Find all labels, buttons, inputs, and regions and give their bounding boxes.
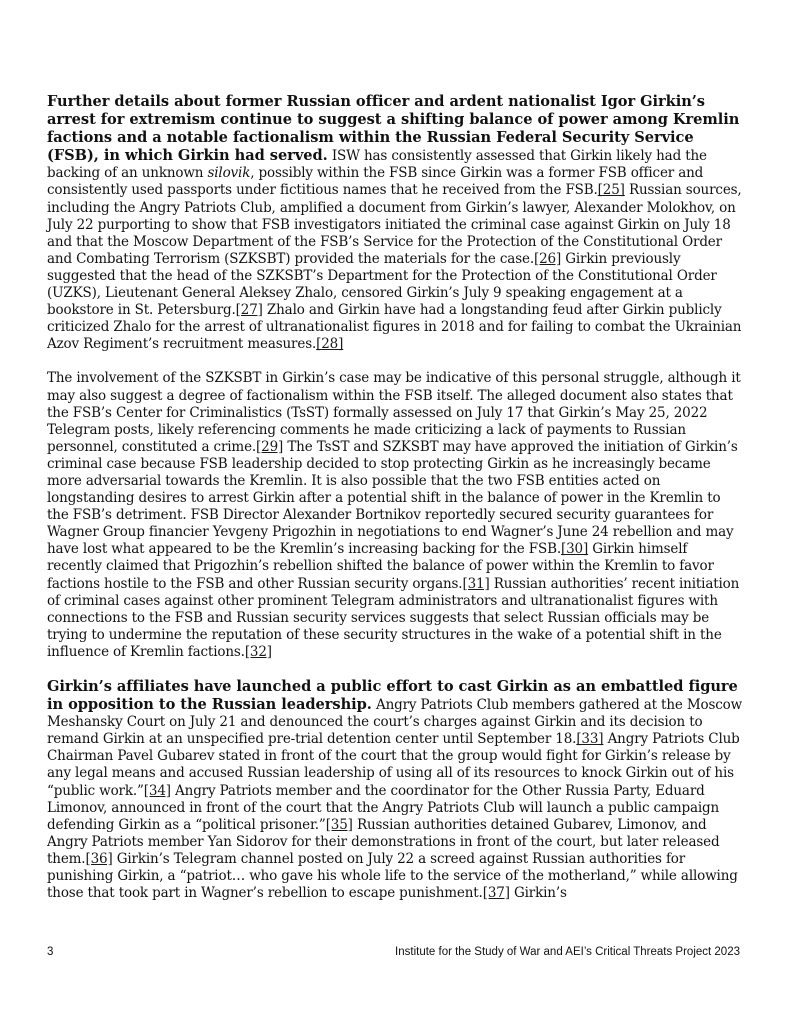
- body-text: The TsST and SZKSBT may have approved the initiation of Girkin’s criminal case because FSB leadership decided to stop protecting Girkin as he increasingly became more adversarial towards the Kremlin. It is also possible that the two FSB entities acted on longstanding desires to arrest Girkin after a potential shift in the balance of power in the Kremlin to the FSB’s detriment. FSB Director Alexander Bortnikov reportedly secured security guarantees for Wagner Group financier Yevgeny Prigozhin in negotiations to end Wagner’s June 24 rebellion and may have lost what appeared to be the Kremlin’s increasing backing for the FSB.: [47, 438, 738, 558]
- body-text: Zhalo and Girkin have had a longstanding feud after Girkin publicly criticized Zhalo for the arrest of ultranationalist figures in 2018 and for failing to combat the Ukrainian Azov Regiment’s recruitment measures.: [47, 302, 742, 353]
- italic-term: silovik: [207, 165, 251, 182]
- document-body: [47, 93, 743, 919]
- body-text: , possibly within the FSB since Girkin was a former FSB officer and consistently used passports under fictitious names that he received from the FSB.: [47, 165, 704, 199]
- footnote-link[interactable]: [36]: [85, 850, 113, 867]
- body-text: Girkin previously suggested that the head of the SZKSBT’s Department for the Protection of the Constitutional Order (UZKS), Lieutenant General Aleksey Zhalo, censored Girkin’s July 9 speaking engagement at a bookstore in St. Petersburg.: [47, 250, 717, 319]
- page-number: 3: [47, 946, 54, 958]
- footnote-link[interactable]: [31]: [462, 575, 490, 592]
- footnote-link[interactable]: [37]: [482, 885, 510, 902]
- footnote-link[interactable]: [25]: [597, 182, 625, 199]
- lead-sentence: Girkin’s affiliates have launched a public effort to cast Girkin as an embattled figure in opposition to the Russian leadership.: [47, 678, 738, 714]
- page-footer: [47, 946, 740, 962]
- body-text: Angry Patriots Club members gathered at the Moscow Meshansky Court on July 21 and denounced the court’s charges against Girkin and its decision to remand Girkin at an unspecified pre-trial detention center until September 18.: [47, 697, 743, 748]
- footnote-link[interactable]: [26]: [533, 250, 562, 267]
- footnote-link[interactable]: [32]: [244, 643, 272, 660]
- footnote-link[interactable]: [33]: [576, 731, 604, 748]
- body-text: The involvement of the SZKSBT in Girkin’s case may be indicative of this personal struggle, although it may also suggest a degree of factionalism within the FSB itself. The alleged document also states that the FSB’s Center for Criminalistics (TsST) formally assessed on July 17 that Girkin’s May 25, 2022 Telegram posts, likely referencing comments he made criticizing a lack of payments to Russian personnel, constituted a crime.: [47, 370, 741, 455]
- body-text: ISW has consistently assessed that Girkin likely had the backing of an unknown: [47, 148, 707, 182]
- body-text: Russian sources, including the Angry Patriots Club, amplified a document from Girkin’s lawyer, Alexander Molokhov, on July 22 purporting to show that FSB investigators initiated the criminal case against Girkin on July 18 and that the Moscow Department of the FSB’s Service for the Protection of the Constitutional Order and Combating Terrorism (SZKSBT) provided the materials for the case.: [47, 182, 742, 267]
- footnote-link[interactable]: [30]: [561, 541, 589, 558]
- footnote-link[interactable]: [35]: [325, 816, 353, 833]
- footnote-link[interactable]: [28]: [316, 336, 344, 353]
- body-text: Angry Patriots member and the coordinator for the Other Russia Party, Eduard Limonov, announced in front of the court that the Angry Patriots Club will launch a public campaign defending Girkin as a “political prisoner.”: [47, 782, 720, 833]
- footer-institution: Institute for the Study of War and AEI’s Critical Threats Project 2023: [395, 946, 740, 958]
- paragraph: [47, 678, 743, 902]
- body-text: Angry Patriots Club Chairman Pavel Gubarev stated in front of the court that the group would fight for Girkin’s release by any legal means and accused Russian leadership of using all of its resources to knock Girkin out of his “public work.”: [47, 731, 740, 799]
- paragraph: [47, 93, 743, 353]
- lead-sentence: Further details about former Russian officer and ardent nationalist Igor Girkin’s arrest for extremism continue to suggest a shifting balance of power among Kremlin factions and a notable factionalism within the Russian Federal Security Service (FSB), in which Girkin had served.: [47, 93, 740, 165]
- footnote-link[interactable]: [34]: [143, 782, 171, 799]
- body-text: Russian authorities detained Gubarev, Limonov, and Angry Patriots member Yan Sidorov for their demonstrations in front of the court, but later released them.: [47, 816, 720, 867]
- footnote-link[interactable]: [29]: [256, 438, 284, 455]
- body-text: Russian authorities’ recent initiation of criminal cases against other prominent Telegram administrators and ultranationalist figures with connections to the FSB and Russian security services suggests that select Russian officials may be trying to undermine the reputation of these security structures in the wake of a potential shift in the influence of Kremlin factions.: [47, 575, 740, 660]
- paragraph: [47, 370, 743, 661]
- body-text: Girkin himself recently claimed that Prigozhin’s rebellion shifted the balance of power within the Kremlin to favor factions hostile to the FSB and other Russian security organs.: [47, 541, 714, 592]
- body-text: Girkin’s Telegram channel posted on July 22 a screed against Russian authorities for punishing Girkin, a “patriot… who gave his whole life to the service of the motherland,” while allowing those that took part in Wagner’s rebellion to escape punishment.: [47, 850, 738, 902]
- body-text: Girkin’s: [509, 885, 567, 902]
- footnote-link[interactable]: [27]: [235, 302, 263, 319]
